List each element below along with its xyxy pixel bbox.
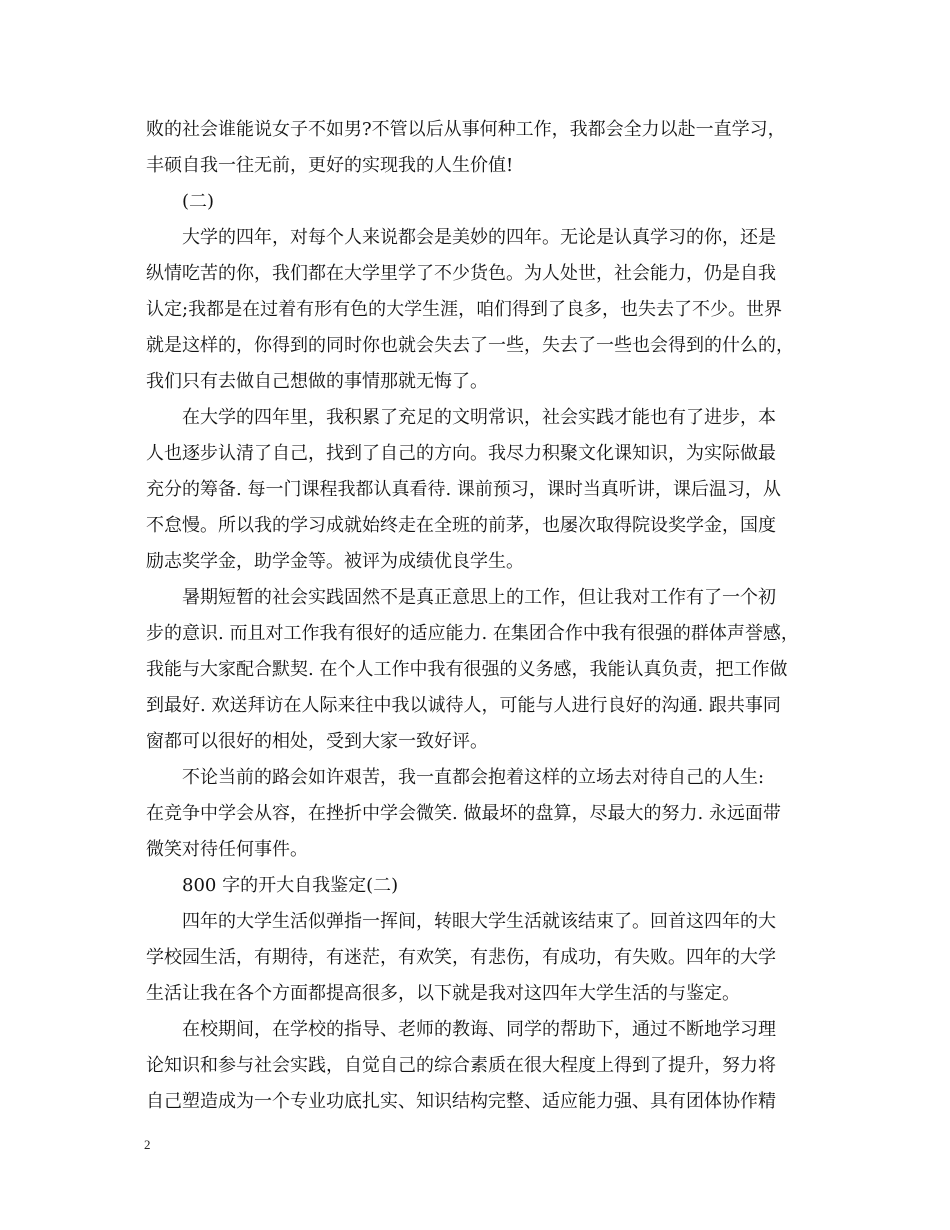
body-text-line: 我们只有去做自己想做的事情那就无悔了。 bbox=[146, 371, 488, 392]
paragraph-start-line: 四年的大学生活似弹指一挥间，转眼大学生活就该结束了。回首这四年的大 bbox=[182, 911, 776, 932]
paragraph-start-line: 在校期间，在学校的指导、老师的教诲、同学的帮助下，通过不断地学习理 bbox=[182, 1019, 776, 1040]
body-text-line: 生活让我在各个方面都提高很多，以下就是我对这四年大学生活的与鉴定。 bbox=[146, 983, 740, 1004]
body-text-line: 自己塑造成为一个专业功底扎实、知识结构完整、适应能力强、具有团体协作精 bbox=[146, 1091, 776, 1112]
body-text-line: 不怠慢。所以我的学习成就始终走在全班的前茅，也屡次取得院设奖学金，国度 bbox=[146, 515, 776, 536]
paragraph-start-line: 大学的四年，对每个人来说都会是美妙的四年。无论是认真学习的你，还是 bbox=[182, 227, 776, 248]
page-number: 2 bbox=[144, 1137, 151, 1152]
body-text-line: 在竞争中学会从容，在挫折中学会微笑. 做最坏的盘算，尽最大的努力. 永远面带 bbox=[146, 803, 781, 824]
body-text-line: 步的意识. 而且对工作我有很好的适应能力. 在集团合作中我有很强的群体声誉感， bbox=[146, 623, 799, 644]
body-text-line: 我能与大家配合默契. 在个人工作中我有很强的义务感，我能认真负责，把工作做 bbox=[146, 659, 788, 680]
body-text-line: 纵情吃苦的你，我们都在大学里学了不少货色。为人处世，社会能力，仍是自我 bbox=[146, 263, 776, 284]
body-text-line: 丰硕自我一往无前，更好的实现我的人生价值! bbox=[146, 155, 514, 176]
paragraph-start-line: 不论当前的路会如许艰苦，我一直都会抱着这样的立场去对待自己的人生: bbox=[182, 767, 765, 788]
paragraph-start-line: 暑期短暂的社会实践固然不是真正意思上的工作，但让我对工作有了一个初 bbox=[182, 587, 776, 608]
body-text-line: 到最好. 欢送拜访在人际来往中我以诚待人，可能与人进行良好的沟通. 跟共事同 bbox=[146, 695, 781, 716]
body-text-line: 微笑对待任何事件。 bbox=[146, 839, 308, 860]
section-heading: 800 字的开大自我鉴定(二) bbox=[182, 875, 399, 896]
body-text-line: 认定;我都是在过着有形有色的大学生涯，咱们得到了良多，也失去了不少。世界 bbox=[146, 299, 783, 320]
body-text-line: 论知识和参与社会实践，自觉自己的综合素质在很大程度上得到了提升，努力将 bbox=[146, 1055, 776, 1076]
body-text-line: 窗都可以很好的相处，受到大家一致好评。 bbox=[146, 731, 488, 752]
body-text-line: 励志奖学金，助学金等。被评为成绩优良学生。 bbox=[146, 551, 524, 572]
body-text-line: 学校园生活，有期待，有迷茫，有欢笑，有悲伤，有成功，有失败。四年的大学 bbox=[146, 947, 776, 968]
paragraph-start-line: 在大学的四年里，我积累了充足的文明常识，社会实践才能也有了进步，本 bbox=[182, 407, 776, 428]
body-text-line: 充分的筹备. 每一门课程我都认真看待. 课前预习，课时当真听讲，课后温习，从 bbox=[146, 479, 781, 500]
body-text-line: 就是这样的，你得到的同时你也就会失去了一些，失去了一些也会得到的什么的， bbox=[146, 335, 794, 356]
section-heading: (二) bbox=[182, 191, 215, 212]
body-text-line: 人也逐步认清了自己，找到了自己的方向。我尽力积聚文化课知识，为实际做最 bbox=[146, 443, 776, 464]
body-text-line: 败的社会谁能说女子不如男?不管以后从事何种工作，我都会全力以赴一直学习， bbox=[146, 119, 786, 140]
